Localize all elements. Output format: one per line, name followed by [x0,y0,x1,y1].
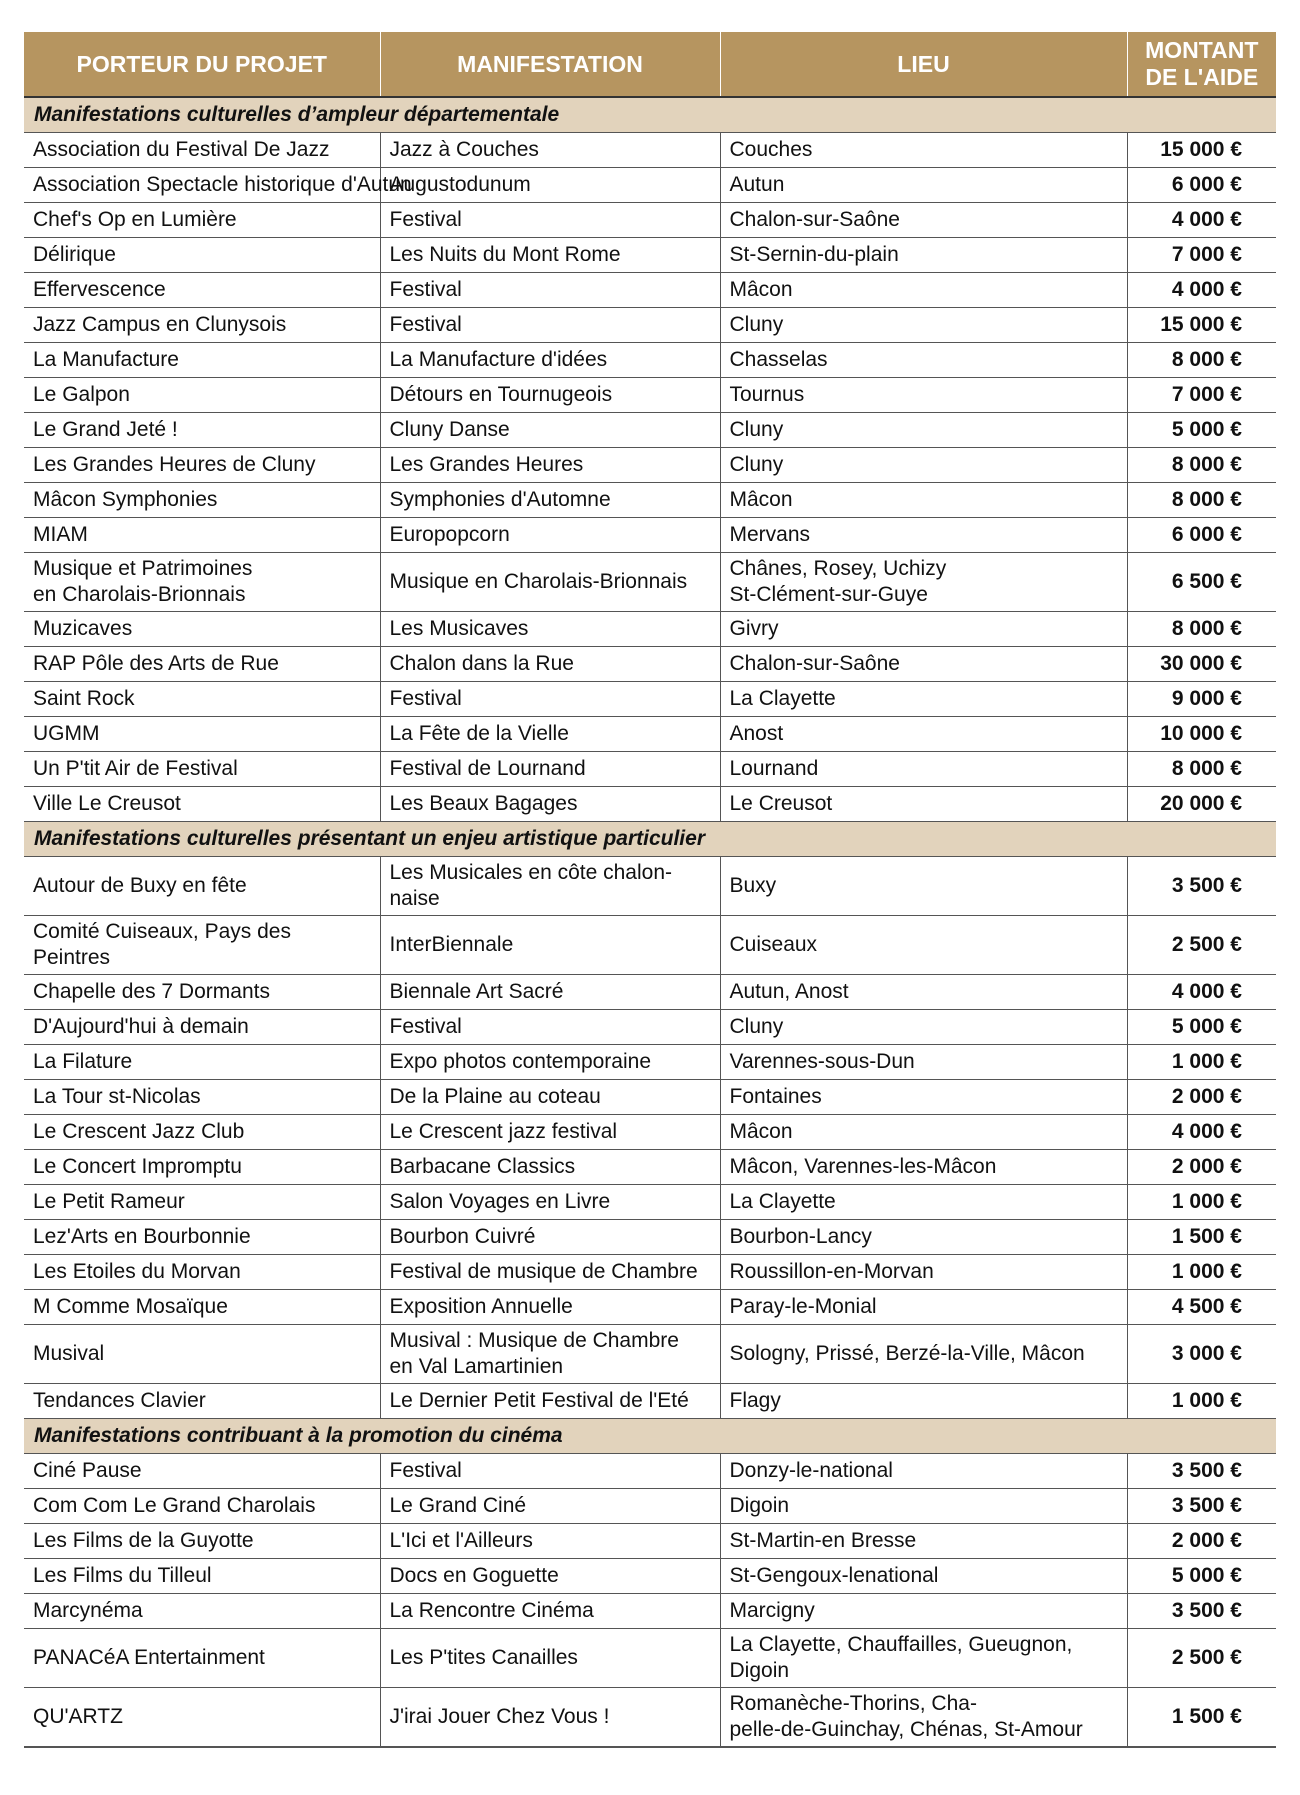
lieu-cell: Couches [720,133,1127,168]
montant-cell: 3 500 € [1127,1594,1276,1629]
porteur-cell: Chef's Op en Lumière [24,203,380,238]
manifestation-cell: Exposition Annuelle [380,1290,720,1325]
porteur-cell: Saint Rock [24,682,380,717]
porteur-cell: Ciné Pause [24,1454,380,1489]
porteur-cell: Les Films du Tilleul [24,1559,380,1594]
porteur-cell: MIAM [24,518,380,553]
montant-cell: 7 000 € [1127,238,1276,273]
porteur-cell: Le Galpon [24,378,380,413]
manifestation-cell: Symphonies d'Automne [380,483,720,518]
table-row [24,1489,1276,1524]
table-row [24,413,1276,448]
manifestation-cell: Biennale Art Sacré [380,975,720,1010]
lieu-cell: Mervans [720,518,1127,553]
table-row [24,1290,1276,1325]
lieu-cell: Le Creusot [720,787,1127,822]
lieu-cell: St-Gengoux-lenational [720,1559,1127,1594]
table-row [24,483,1276,518]
table-row [24,717,1276,752]
table-row [24,133,1276,168]
porteur-cell: Com Com Le Grand Charolais [24,1489,380,1524]
montant-cell: 2 000 € [1127,1524,1276,1559]
table-row [24,975,1276,1010]
manifestation-cell: Les Nuits du Mont Rome [380,238,720,273]
lieu-cell: Cluny [720,413,1127,448]
montant-cell: 5 000 € [1127,413,1276,448]
porteur-cell: PANACéA Entertainment [24,1629,380,1688]
grants-table [24,32,1276,1748]
manifestation-cell: Les Beaux Bagages [380,787,720,822]
manifestation-cell: Europopcorn [380,518,720,553]
porteur-cell: Le Grand Jeté ! [24,413,380,448]
table-row [24,378,1276,413]
porteur-cell: Comité Cuiseaux, Pays des Peintres [24,916,380,975]
lieu-cell: Anost [720,717,1127,752]
manifestation-cell: Jazz à Couches [380,133,720,168]
montant-cell: 1 000 € [1127,1384,1276,1419]
porteur-cell: Les Etoiles du Morvan [24,1255,380,1290]
table-row [24,308,1276,343]
table-row [24,1594,1276,1629]
porteur-cell: RAP Pôle des Arts de Rue [24,647,380,682]
porteur-cell: Muzicaves [24,612,380,647]
manifestation-cell: Barbacane Classics [380,1150,720,1185]
montant-cell: 1 500 € [1127,1220,1276,1255]
section-header-row [24,1419,1276,1454]
montant-cell: 3 000 € [1127,1325,1276,1384]
manifestation-cell: Le Grand Ciné [380,1489,720,1524]
porteur-cell: Les Grandes Heures de Cluny [24,448,380,483]
lieu-cell: La Clayette [720,682,1127,717]
manifestation-cell: Festival [380,682,720,717]
manifestation-cell: Salon Voyages en Livre [380,1185,720,1220]
montant-cell: 2 000 € [1127,1150,1276,1185]
lieu-cell: Givry [720,612,1127,647]
manifestation-cell: Docs en Goguette [380,1559,720,1594]
table-row [24,1010,1276,1045]
lieu-cell: Mâcon [720,483,1127,518]
manifestation-cell: Festival [380,1010,720,1045]
montant-cell: 2 500 € [1127,1629,1276,1688]
porteur-cell: La Manufacture [24,343,380,378]
table-row [24,1559,1276,1594]
lieu-cell: Bourbon-Lancy [720,1220,1127,1255]
lieu-cell: Cluny [720,448,1127,483]
montant-cell: 15 000 € [1127,308,1276,343]
lieu-cell: St-Sernin-du-plain [720,238,1127,273]
lieu-cell: Chalon-sur-Saône [720,203,1127,238]
lieu-cell: Paray-le-Monial [720,1290,1127,1325]
manifestation-cell: Festival [380,203,720,238]
montant-cell: 20 000 € [1127,787,1276,822]
montant-cell: 4 000 € [1127,273,1276,308]
porteur-cell: Le Petit Rameur [24,1185,380,1220]
montant-cell: 8 000 € [1127,612,1276,647]
table-row [24,1220,1276,1255]
table-row [24,343,1276,378]
table-row [24,1185,1276,1220]
lieu-cell: Digoin [720,1489,1127,1524]
manifestation-cell: InterBiennale [380,916,720,975]
manifestation-cell: Cluny Danse [380,413,720,448]
porteur-cell: Autour de Buxy en fête [24,857,380,916]
lieu-cell: Romanèche-Thorins, Cha- pelle-de-Guinchay, Chénas, St-Amour [720,1688,1127,1748]
porteur-cell: Le Crescent Jazz Club [24,1115,380,1150]
montant-cell: 1 000 € [1127,1255,1276,1290]
montant-cell: 4 500 € [1127,1290,1276,1325]
lieu-cell: Lournand [720,752,1127,787]
porteur-cell: QU'ARTZ [24,1688,380,1748]
manifestation-cell: Musival : Musique de Chambre en Val Lamartinien [380,1325,720,1384]
table-row [24,857,1276,916]
porteur-cell: Musique et Patrimoines en Charolais-Brionnais [24,553,380,612]
lieu-cell: Mâcon [720,1115,1127,1150]
montant-cell: 3 500 € [1127,857,1276,916]
lieu-cell: Cluny [720,1010,1127,1045]
table-row [24,916,1276,975]
montant-cell: 4 000 € [1127,975,1276,1010]
section-title: Manifestations contribuant à la promotion du cinéma [24,1419,1276,1454]
montant-cell: 8 000 € [1127,752,1276,787]
porteur-cell: Ville Le Creusot [24,787,380,822]
lieu-cell: Sologny, Prissé, Berzé-la-Ville, Mâcon [720,1325,1127,1384]
manifestation-cell: Le Dernier Petit Festival de l'Eté [380,1384,720,1419]
manifestation-cell: Festival [380,308,720,343]
porteur-cell: Mâcon Symphonies [24,483,380,518]
table-row [24,1454,1276,1489]
table-row [24,612,1276,647]
table-row [24,1045,1276,1080]
porteur-cell: M Comme Mosaïque [24,1290,380,1325]
table-row [24,787,1276,822]
table-row [24,1150,1276,1185]
montant-cell: 30 000 € [1127,647,1276,682]
lieu-cell: La Clayette [720,1185,1127,1220]
table-row [24,553,1276,612]
table-row [24,1255,1276,1290]
manifestation-cell: De la Plaine au coteau [380,1080,720,1115]
montant-cell: 10 000 € [1127,717,1276,752]
section-header-row [24,97,1276,133]
table-row [24,448,1276,483]
porteur-cell: Les Films de la Guyotte [24,1524,380,1559]
montant-cell: 6 500 € [1127,553,1276,612]
porteur-cell: Association du Festival De Jazz [24,133,380,168]
table-row [24,1524,1276,1559]
table-row [24,518,1276,553]
lieu-cell: Chânes, Rosey, Uchizy St-Clément-sur-Guye [720,553,1127,612]
section-title: Manifestations culturelles d’ampleur départementale [24,97,1276,133]
montant-cell: 7 000 € [1127,378,1276,413]
porteur-cell: D'Aujourd'hui à demain [24,1010,380,1045]
lieu-cell: Varennes-sous-Dun [720,1045,1127,1080]
montant-cell: 2 500 € [1127,916,1276,975]
manifestation-cell: Les Musicales en côte chalon- naise [380,857,720,916]
montant-cell: 1 500 € [1127,1688,1276,1748]
manifestation-cell: Festival [380,1454,720,1489]
manifestation-cell: Le Crescent jazz festival [380,1115,720,1150]
table-row [24,1629,1276,1688]
lieu-cell: St-Martin-en Bresse [720,1524,1127,1559]
lieu-cell: Fontaines [720,1080,1127,1115]
montant-cell: 2 000 € [1127,1080,1276,1115]
lieu-cell: Cluny [720,308,1127,343]
table-row [24,752,1276,787]
table-row [24,1688,1276,1748]
porteur-cell: La Tour st-Nicolas [24,1080,380,1115]
manifestation-cell: Augustodunum [380,168,720,203]
montant-cell: 1 000 € [1127,1185,1276,1220]
header-row [24,32,1276,97]
porteur-cell: La Filature [24,1045,380,1080]
lieu-cell: Mâcon, Varennes-les-Mâcon [720,1150,1127,1185]
manifestation-cell: Expo photos contemporaine [380,1045,720,1080]
lieu-cell: Roussillon-en-Morvan [720,1255,1127,1290]
manifestation-cell: Festival de musique de Chambre [380,1255,720,1290]
manifestation-cell: La Fête de la Vielle [380,717,720,752]
porteur-cell: Jazz Campus en Clunysois [24,308,380,343]
porteur-cell: UGMM [24,717,380,752]
lieu-cell: Mâcon [720,273,1127,308]
porteur-cell: Effervescence [24,273,380,308]
header-montant: MONTANT DE L'AIDE [1127,32,1276,97]
porteur-cell: Le Concert Impromptu [24,1150,380,1185]
lieu-cell: Autun [720,168,1127,203]
montant-cell: 15 000 € [1127,133,1276,168]
porteur-cell: Association Spectacle historique d'Autun [24,168,380,203]
manifestation-cell: Festival de Lournand [380,752,720,787]
manifestation-cell: J'irai Jouer Chez Vous ! [380,1688,720,1748]
manifestation-cell: Festival [380,273,720,308]
montant-cell: 4 000 € [1127,203,1276,238]
porteur-cell: Musival [24,1325,380,1384]
lieu-cell: Cuiseaux [720,916,1127,975]
manifestation-cell: La Manufacture d'idées [380,343,720,378]
table-row [24,1115,1276,1150]
montant-cell: 6 000 € [1127,168,1276,203]
porteur-cell: Délirique [24,238,380,273]
lieu-cell: Tournus [720,378,1127,413]
manifestation-cell: La Rencontre Cinéma [380,1594,720,1629]
header-manifestation: MANIFESTATION [380,32,720,97]
montant-cell: 3 500 € [1127,1454,1276,1489]
section-title: Manifestations culturelles présentant un enjeu artistique particulier [24,822,1276,857]
section-header-row [24,822,1276,857]
lieu-cell: Autun, Anost [720,975,1127,1010]
montant-cell: 3 500 € [1127,1489,1276,1524]
lieu-cell: Chasselas [720,343,1127,378]
lieu-cell: Marcigny [720,1594,1127,1629]
manifestation-cell: Les Grandes Heures [380,448,720,483]
table-row [24,203,1276,238]
lieu-cell: Buxy [720,857,1127,916]
lieu-cell: Chalon-sur-Saône [720,647,1127,682]
montant-cell: 1 000 € [1127,1045,1276,1080]
table-row [24,1325,1276,1384]
header-lieu: LIEU [720,32,1127,97]
table-row [24,647,1276,682]
manifestation-cell: Chalon dans la Rue [380,647,720,682]
montant-cell: 8 000 € [1127,483,1276,518]
manifestation-cell: L'Ici et l'Ailleurs [380,1524,720,1559]
lieu-cell: La Clayette, Chauffailles, Gueugnon, Digoin [720,1629,1127,1688]
table-row [24,682,1276,717]
porteur-cell: Un P'tit Air de Festival [24,752,380,787]
manifestation-cell: Bourbon Cuivré [380,1220,720,1255]
montant-cell: 6 000 € [1127,518,1276,553]
montant-cell: 4 000 € [1127,1115,1276,1150]
manifestation-cell: Musique en Charolais-Brionnais [380,553,720,612]
porteur-cell: Chapelle des 7 Dormants [24,975,380,1010]
porteur-cell: Tendances Clavier [24,1384,380,1419]
montant-cell: 5 000 € [1127,1010,1276,1045]
manifestation-cell: Les P'tites Canailles [380,1629,720,1688]
manifestation-cell: Les Musicaves [380,612,720,647]
porteur-cell: Lez'Arts en Bourbonnie [24,1220,380,1255]
montant-cell: 9 000 € [1127,682,1276,717]
table-row [24,1080,1276,1115]
lieu-cell: Flagy [720,1384,1127,1419]
montant-cell: 8 000 € [1127,343,1276,378]
porteur-cell: Marcynéma [24,1594,380,1629]
header-porteur: PORTEUR DU PROJET [24,32,380,97]
table-row [24,238,1276,273]
table-body [24,97,1276,1747]
montant-cell: 8 000 € [1127,448,1276,483]
montant-cell: 5 000 € [1127,1559,1276,1594]
table-row [24,168,1276,203]
table-row [24,1384,1276,1419]
manifestation-cell: Détours en Tournugeois [380,378,720,413]
table-row [24,273,1276,308]
lieu-cell: Donzy-le-national [720,1454,1127,1489]
